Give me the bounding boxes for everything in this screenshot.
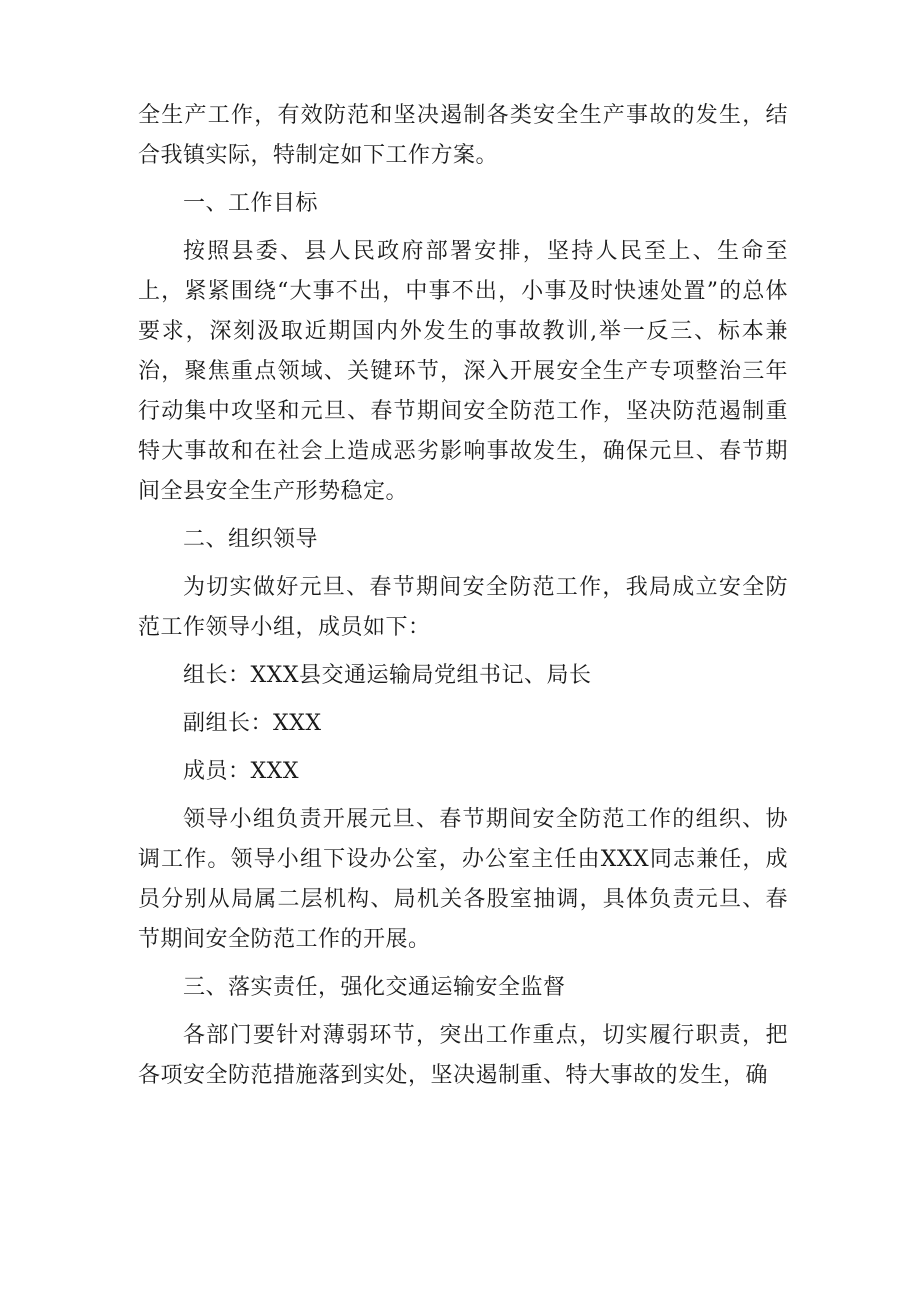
- section-2: [138, 520, 788, 560]
- leader-line: 组长：XXX县交通运输局党组书记、局长: [183, 663, 592, 688]
- members-line: 成员：XXX: [183, 759, 299, 784]
- section-2-paragraph-1: 为切实做好元旦、春节期间安全防范工作，我局成立安全防范工作领导小组，成员如下：: [138, 575, 788, 640]
- section-3-paragraph: 各部门要针对薄弱环节，突出工作重点，切实履行职责，把各项安全防范措施落到实处，坚决遏制重、特大事故的发生，确: [138, 1023, 788, 1088]
- section-3: [138, 968, 788, 1008]
- section-3-heading: 三、落实责任，强化交通运输安全监督: [183, 975, 566, 1000]
- document-body: [138, 96, 788, 1096]
- section-2-paragraph-2: 领导小组负责开展元旦、春节期间安全防范工作的组织、协调工作。领导小组下设办公室，办公室主任由XXX同志兼任，成员分别从局属二层机构、局机关各股室抽调，具体负责元旦、春节期间安全防范工作的开展。: [138, 807, 788, 952]
- deputy-line: 副组长：XXX: [183, 711, 322, 736]
- deputy-line-block: [138, 704, 788, 744]
- section-1: [138, 184, 788, 224]
- intro-paragraph: 全生产工作，有效防范和坚决遏制各类安全生产事故的发生，结合我镇实际，特制定如下工作方案。: [138, 103, 788, 168]
- section-2-body-2: [138, 800, 788, 960]
- members-line-block: [138, 752, 788, 792]
- section-2-body: [138, 568, 788, 648]
- intro-block: [138, 96, 788, 176]
- section-2-heading: 二、组织领导: [183, 527, 319, 552]
- section-1-heading: 一、工作目标: [183, 191, 319, 216]
- section-3-body: [138, 1016, 788, 1096]
- leader-line-block: [138, 656, 788, 696]
- section-1-body: [138, 232, 788, 512]
- section-1-paragraph: 按照县委、县人民政府部署安排，坚持人民至上、生命至上，紧紧围绕“大事不出，中事不出，小事及时快速处置”的总体要求，深刻汲取近期国内外发生的事故教训,举一反三、标本兼治，聚焦重点领域、关键环节，深入开展安全生产专项整治三年行动集中攻坚和元旦、春节期间安全防范工作，坚决防范遏制重特大事故和在社会上造成恶劣影响事故发生，确保元旦、春节期间全县安全生产形势稳定。: [138, 239, 788, 504]
